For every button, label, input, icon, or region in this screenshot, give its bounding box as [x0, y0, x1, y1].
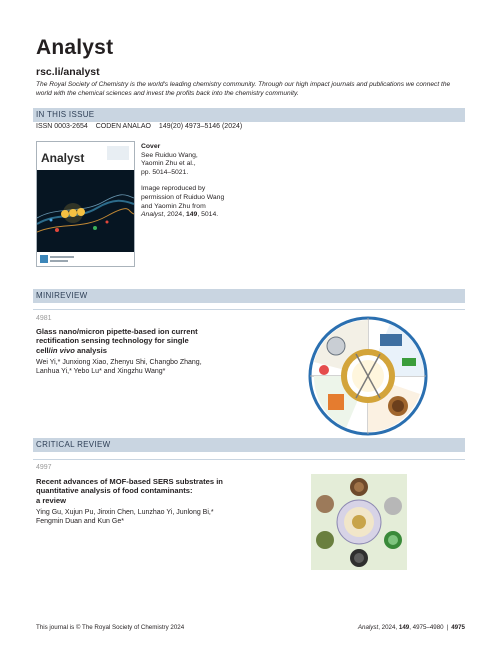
journal-url[interactable]: rsc.li/analyst [36, 66, 100, 78]
journal-title: Analyst [36, 36, 114, 59]
article-title-line: Glass nano/micron pipette-based ion current [36, 327, 198, 336]
article-title-line: Recent advances of MOF-based SERS substrates in [36, 477, 223, 486]
footer-year: , 2024, [378, 624, 399, 631]
journal-description: The Royal Society of Chemistry is the world's leading chemistry community. Through our high impact journals and publications we connect the world with the chemical sciences and invest the profits back into the chemistry community. [36, 81, 451, 97]
article-authors [36, 358, 276, 376]
footer-pages: , 4975–4980 [409, 624, 444, 631]
article-title-line: rectification sensing technology for single [36, 336, 189, 346]
cover-caption [141, 143, 251, 220]
cover-credit-journal: Analyst [141, 211, 164, 219]
authors-line: Lanhua Yi,* Yebo Lu* and Xingzhu Wang* [36, 368, 166, 375]
footer-journal: Analyst [357, 624, 379, 631]
article-page-number: 4997 [36, 464, 52, 471]
article-title-line: a review [36, 495, 66, 505]
article-page-number: 4981 [36, 315, 52, 322]
issn: ISSN 0003-2654 [36, 123, 88, 130]
volume-pages: 149(20) 4973–5146 (2024) [158, 123, 243, 130]
section-heading-minireview: MINIREVIEW [33, 289, 465, 303]
section-divider [33, 309, 465, 310]
authors-line: Ying Gu, Xujun Pu, Jinxin Chen, Lunzhao Yi, Junlong Bi,* [36, 509, 214, 516]
title-part-italic: in vivo [50, 345, 75, 355]
title-part: analysis [74, 345, 107, 355]
cover-label: Cover [141, 143, 161, 150]
cover-line-2: Yaomin Zhu et al., [141, 160, 196, 168]
footer-page-number: 4975 [451, 624, 465, 631]
section-divider [33, 459, 465, 460]
authors-line: Fengmin Duan and Kun Ge* [36, 518, 124, 525]
section-heading-in-this-issue: IN THIS ISSUE [33, 108, 465, 122]
article-authors [36, 508, 276, 526]
authors-line: Wei Yi,* Junxiong Xiao, Zhenyu Shi, Changbo Zhang, [36, 359, 202, 366]
footer-separator: | [446, 624, 449, 631]
minireview-graphical-abstract[interactable] [306, 314, 430, 438]
footer-citation [358, 624, 465, 631]
cover-credit-volume: 149 [185, 211, 198, 219]
footer-copyright: This journal is © The Royal Society of Chemistry 2024 [36, 624, 185, 631]
cover-image[interactable] [36, 141, 135, 267]
cover-illustration [37, 142, 134, 266]
cover-credit-3: and Yaomin Zhu from [141, 202, 206, 210]
cover-line-3[interactable]: pp. 5014–5021. [141, 168, 189, 176]
article-title-line [36, 346, 271, 355]
section-heading-critical-review: CRITICAL REVIEW [33, 438, 465, 452]
critical-review-graphical-abstract[interactable] [311, 474, 407, 570]
cover-line-1: See Ruiduo Wang, [141, 151, 198, 159]
footer-volume: 149 [398, 624, 410, 631]
article-title[interactable] [36, 477, 271, 505]
title-part: cell/ [36, 345, 51, 355]
issn-line [36, 123, 248, 130]
cover-credit-page: , 5014. [197, 211, 219, 219]
cover-journal-title: Analyst [41, 151, 85, 165]
cover-credit-year: , 2024, [163, 211, 186, 219]
cover-credit-2: permission of Ruiduo Wang [141, 193, 225, 201]
cover-credit-1: Image reproduced by [141, 185, 206, 193]
coden: CODEN ANALAO [95, 123, 151, 130]
article-title[interactable] [36, 327, 271, 355]
article-title-line: quantitative analysis of food contaminants: [36, 486, 193, 496]
mof-sers-graphic [311, 474, 407, 570]
cover-credit-4 [141, 211, 251, 220]
pipette-sensing-graphic [306, 314, 430, 438]
